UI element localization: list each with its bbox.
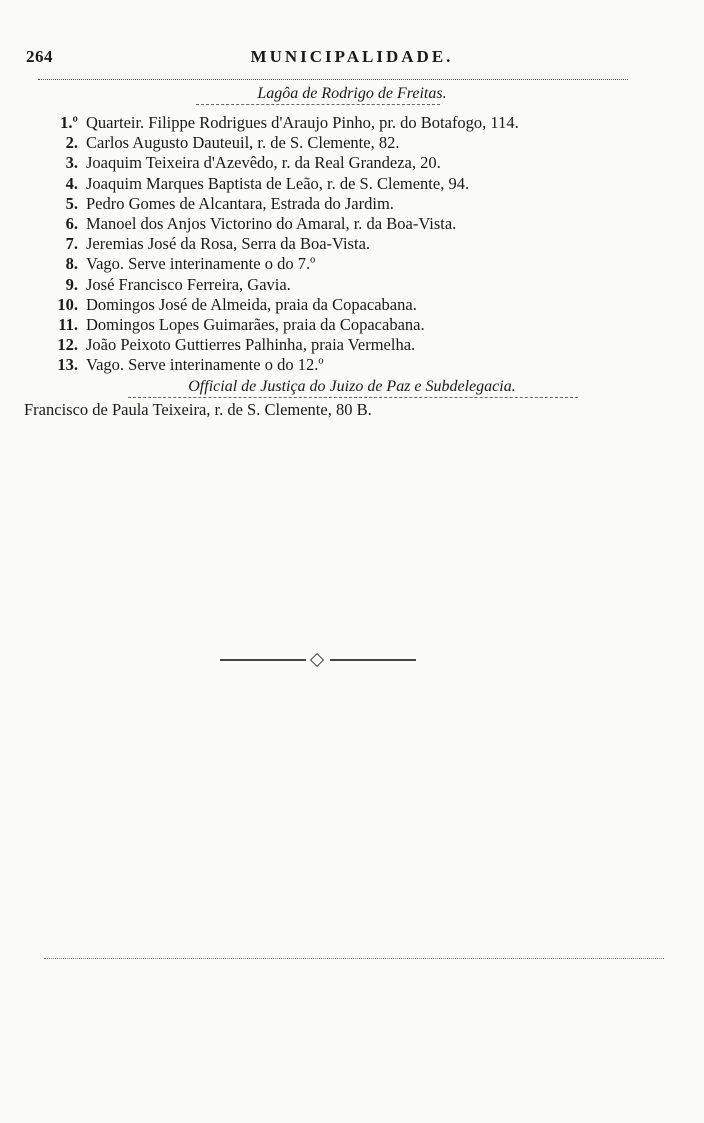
entry-text: João Peixoto Guttierres Palhinha, praia Vermelha.: [86, 335, 416, 355]
subtitle-underline: [128, 397, 578, 398]
running-head: MUNICIPALIDADE.: [250, 47, 454, 66]
entry-number: 4.: [65, 173, 78, 193]
entry-text: Joaquim Teixeira d'Azevêdo, r. da Real Grandeza, 20.: [86, 153, 441, 173]
entry-text: José Francisco Ferreira, Gavia.: [86, 274, 291, 294]
list-item: [46, 174, 666, 194]
list-item: [46, 335, 666, 355]
entry-list: [46, 113, 666, 376]
list-item: [46, 355, 666, 375]
list-item: [46, 214, 666, 234]
entry-number: 9.: [65, 274, 78, 294]
page-number: 264: [26, 47, 53, 66]
list-item: [46, 113, 666, 133]
entry-number: 8.: [65, 254, 78, 274]
section-title: [0, 85, 704, 103]
entry-number: 2.: [65, 133, 78, 153]
footer-rule: [44, 958, 664, 959]
section-title-underline: [196, 104, 440, 105]
entry-number: 6.: [65, 214, 78, 234]
entry-text: Domingos José de Almeida, praia da Copacabana.: [86, 294, 417, 314]
entry-text: Carlos Augusto Dauteuil, r. de S. Clemente, 82.: [86, 133, 400, 153]
list-item: [46, 295, 666, 315]
ornament-divider: [220, 655, 416, 665]
list-item: [46, 275, 666, 295]
entry-number: 10.: [57, 294, 78, 314]
entry-text: Vago. Serve interinamente o do 12.º: [86, 355, 324, 375]
entry-number: 5.: [65, 193, 78, 213]
entry-text: Quarteir. Filippe Rodrigues d'Araujo Pinho, pr. do Botafogo, 114.: [86, 113, 519, 132]
list-item: [46, 234, 666, 254]
entry-text: Manoel dos Anjos Victorino do Amaral, r. da Boa-Vista.: [86, 214, 457, 234]
entry-number: 1.º: [60, 113, 78, 132]
officer-entry: Francisco de Paula Teixeira, r. de S. Clemente, 80 B.: [24, 400, 372, 419]
entry-text: Joaquim Marques Baptista de Leão, r. de S. Clemente, 94.: [86, 173, 470, 193]
list-item: [46, 254, 666, 274]
section-title-text: Lagôa de Rodrigo de Freitas.: [257, 85, 447, 102]
header-rule: [38, 79, 628, 80]
entry-text: Jeremias José da Rosa, Serra da Boa-Vista.: [86, 234, 371, 254]
entry-number: 3.: [65, 153, 78, 173]
entry-text: Domingos Lopes Guimarães, praia da Copacabana.: [86, 315, 425, 335]
subtitle: [0, 378, 704, 396]
list-item: [46, 153, 666, 173]
entry-text: Vago. Serve interinamente o do 7.º: [86, 254, 316, 274]
entry-number: 11.: [58, 315, 78, 335]
entry-text: Pedro Gomes de Alcantara, Estrada do Jardim.: [86, 193, 394, 213]
entry-number: 7.: [65, 234, 78, 254]
entry-number: 12.: [57, 335, 78, 355]
entry-number: 13.: [57, 355, 78, 375]
subtitle-text: Official de Justiça do Juizo de Paz e Subdelegacia.: [188, 378, 516, 395]
list-item: [46, 194, 666, 214]
list-item: [46, 133, 666, 153]
list-item: [46, 315, 666, 335]
